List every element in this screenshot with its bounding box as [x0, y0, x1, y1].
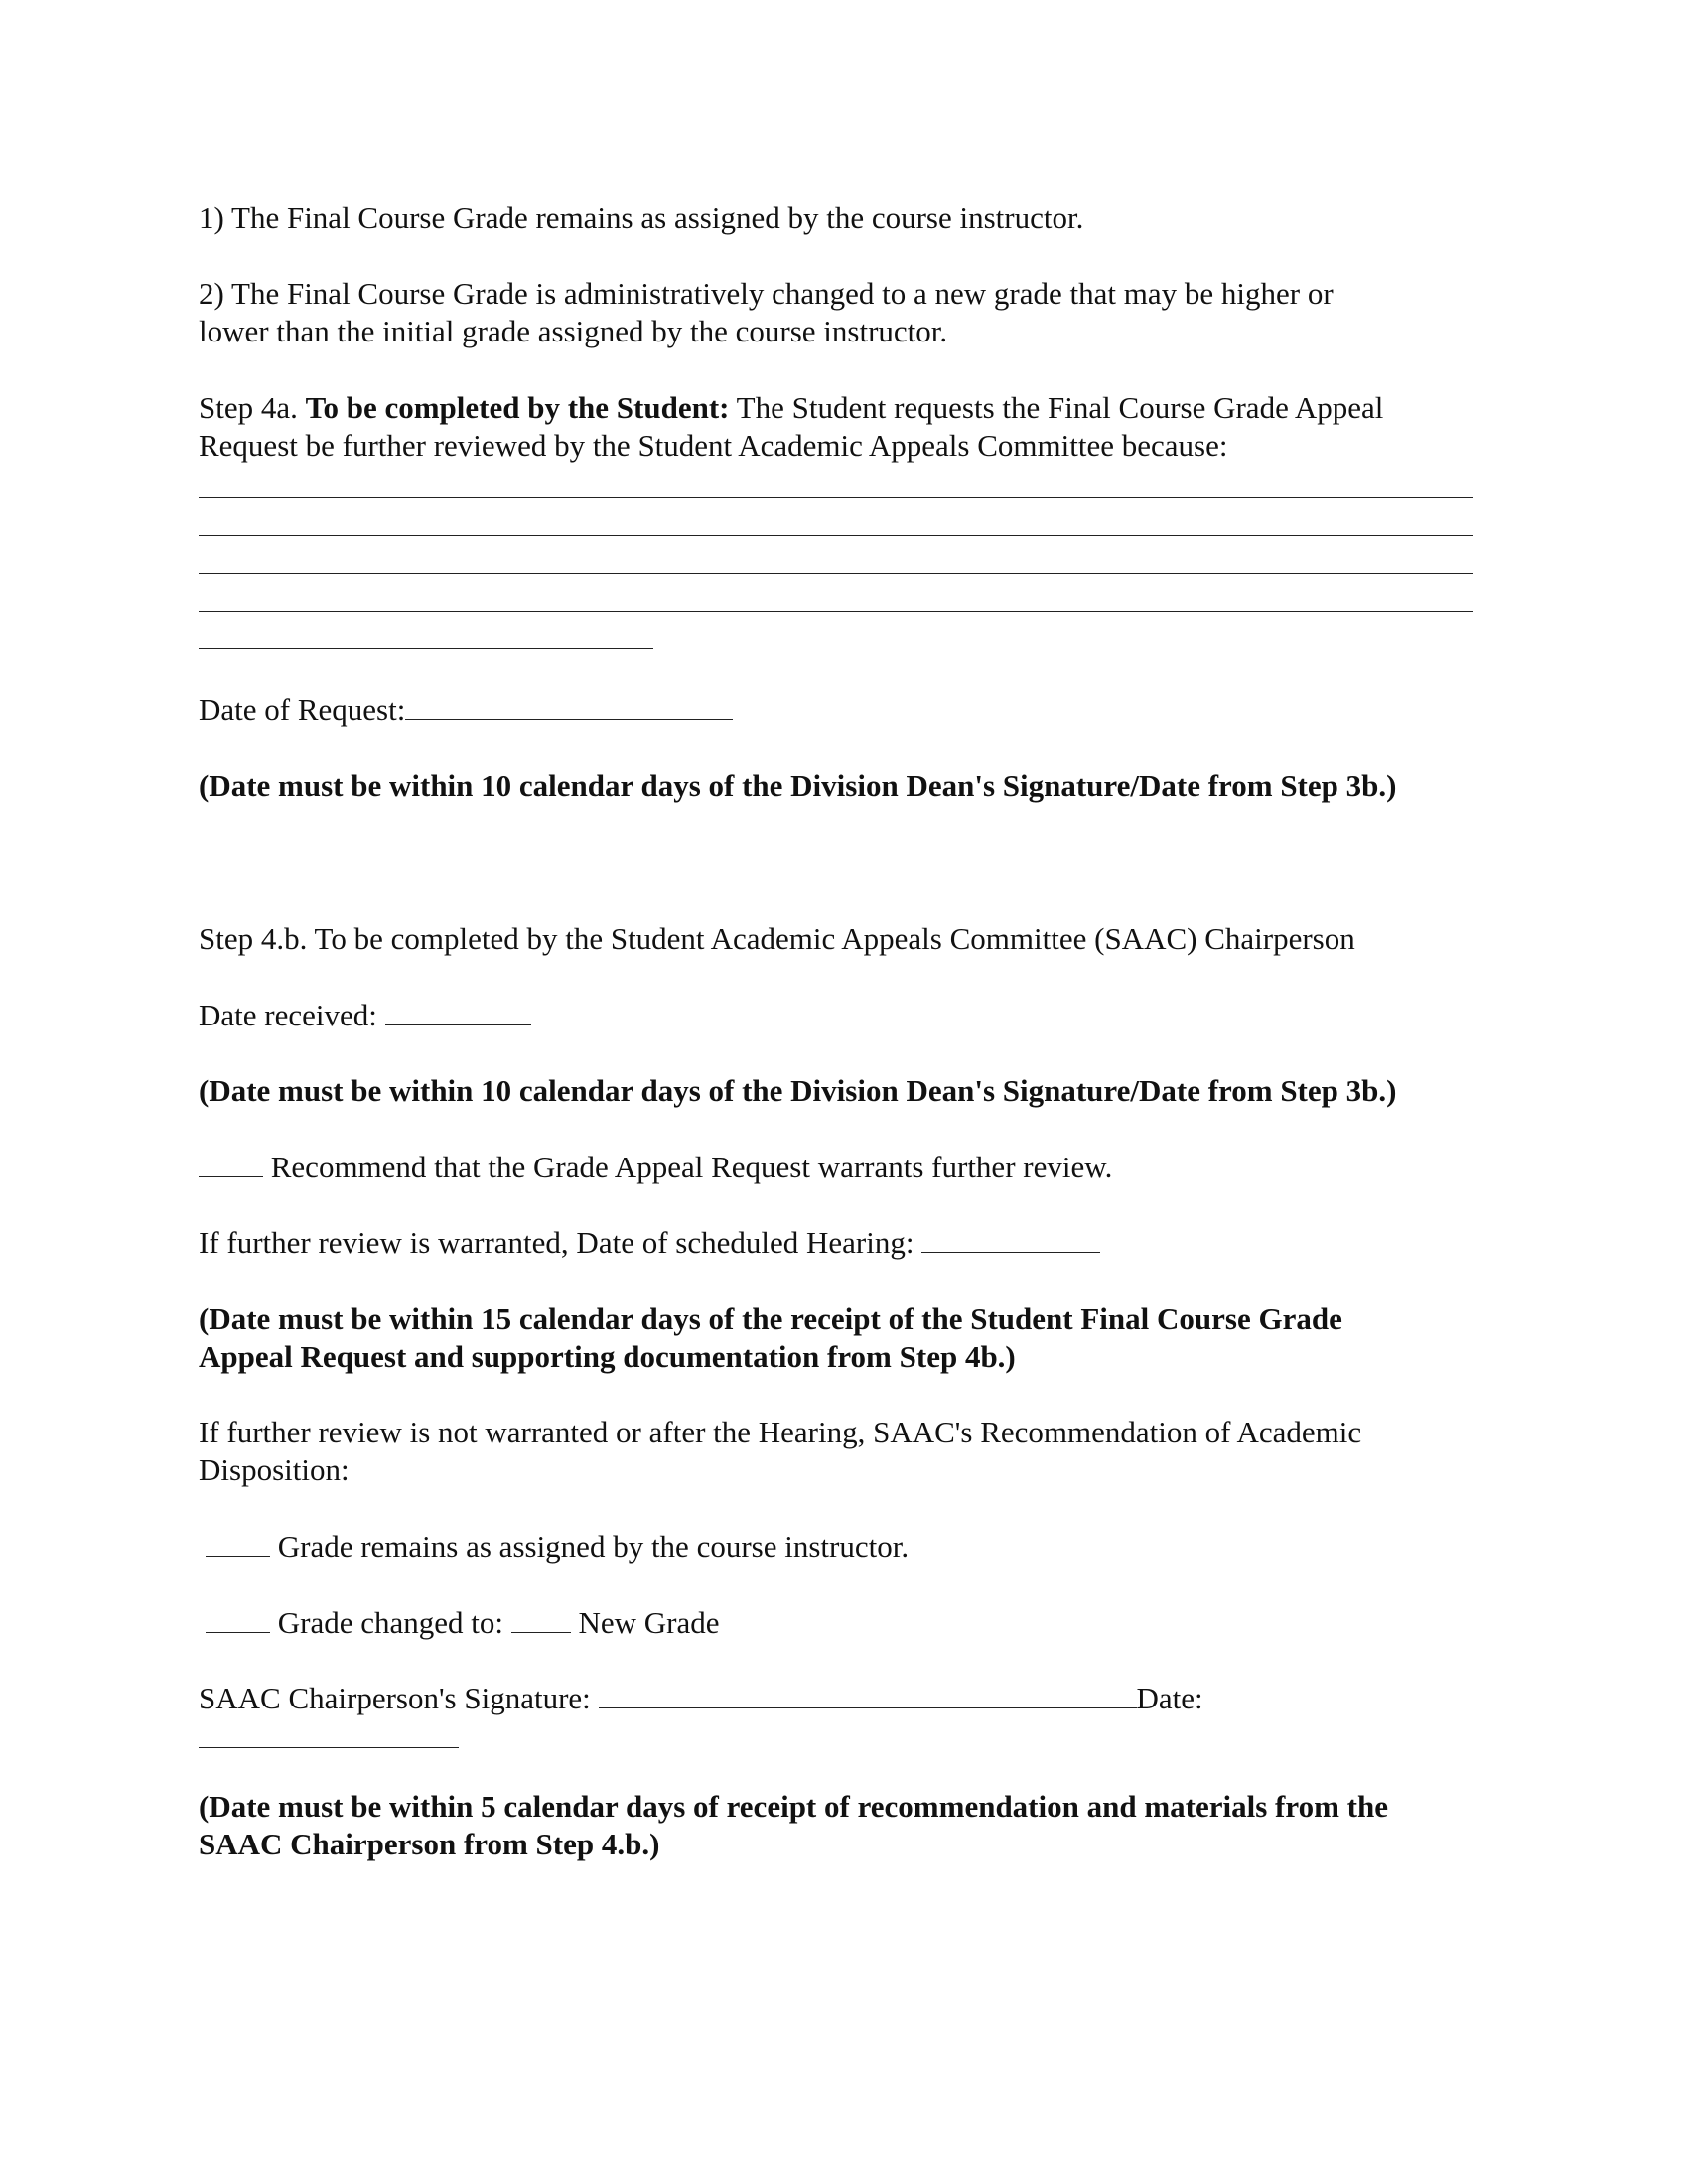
step4b-deadline-3-line2: SAAC Chairperson from Step 4.b.): [199, 1827, 660, 1861]
option-remains-blank[interactable]: [206, 1528, 270, 1557]
reason-line-2[interactable]: [199, 535, 1473, 536]
hearing-label: If further review is warranted, Date of scheduled Hearing:: [199, 1225, 922, 1260]
signature-field[interactable]: [599, 1680, 1137, 1708]
option-remains-text: Grade remains as assigned by the course instructor.: [270, 1529, 910, 1564]
outcome-item-2-line2: lower than the initial grade assigned by the course instructor.: [199, 314, 948, 348]
signature-label: SAAC Chairperson's Signature:: [199, 1681, 599, 1715]
signature-row: [199, 1679, 1203, 1717]
hearing-date-field[interactable]: [921, 1224, 1100, 1253]
recommend-row: [199, 1148, 1112, 1186]
hearing-row: [199, 1223, 1100, 1262]
new-grade-field[interactable]: [511, 1604, 571, 1633]
reason-line-5[interactable]: [199, 648, 653, 649]
date-received-label: Date received:: [199, 998, 385, 1032]
date-of-request-label: Date of Request:: [199, 692, 406, 727]
step4a-deadline: (Date must be within 10 calendar days of the Division Dean's Signature/Date from Step 3b.): [199, 768, 1397, 803]
recommend-text: Recommend that the Grade Appeal Request warrants further review.: [263, 1150, 1113, 1184]
new-grade-label: New Grade: [570, 1605, 720, 1640]
step4a-prefix: Step 4a.: [199, 390, 306, 425]
step4a-intro-line2: Request be further reviewed by the Student Academic Appeals Committee because:: [199, 428, 1228, 463]
reason-line-1[interactable]: [199, 497, 1473, 498]
step4a-bold-label: To be completed by the Student:: [305, 390, 730, 425]
step4b-deadline-2-line1: (Date must be within 15 calendar days of the receipt of the Student Final Course Grade: [199, 1301, 1342, 1336]
option-remains-row: [206, 1527, 909, 1566]
step4a-text: The Student requests the Final Course Grade Appeal: [729, 390, 1384, 425]
outcome-item-2-line1: 2) The Final Course Grade is administratively changed to a new grade that may be higher or: [199, 276, 1334, 311]
date-of-request-field[interactable]: [405, 691, 733, 720]
date-received-row: [199, 996, 531, 1034]
reason-line-3[interactable]: [199, 573, 1473, 574]
reason-line-4[interactable]: [199, 611, 1473, 612]
option-changed-blank[interactable]: [206, 1604, 270, 1633]
signature-date-label: Date:: [1136, 1681, 1203, 1715]
step4b-deadline-2-line2: Appeal Request and supporting documentation from Step 4b.): [199, 1339, 1016, 1374]
step4a-intro: [199, 388, 1383, 427]
date-of-request-row: [199, 690, 733, 729]
option-changed-row: [206, 1603, 720, 1642]
disposition-line2: Disposition:: [199, 1452, 350, 1487]
recommend-checkmark-blank[interactable]: [199, 1149, 263, 1177]
disposition-line1: If further review is not warranted or after the Hearing, SAAC's Recommendation of Academic: [199, 1415, 1362, 1449]
date-received-field[interactable]: [385, 997, 531, 1025]
step4b-deadline-1: (Date must be within 10 calendar days of the Division Dean's Signature/Date from Step 3b.): [199, 1073, 1397, 1108]
option-changed-text: Grade changed to:: [270, 1605, 511, 1640]
step4b-deadline-3-line1: (Date must be within 5 calendar days of receipt of recommendation and materials from the: [199, 1789, 1388, 1824]
step4b-heading: Step 4.b. To be completed by the Student Academic Appeals Committee (SAAC) Chairperson: [199, 921, 1355, 956]
signature-date-field[interactable]: [199, 1747, 459, 1748]
outcome-item-1: 1) The Final Course Grade remains as assigned by the course instructor.: [199, 201, 1084, 235]
